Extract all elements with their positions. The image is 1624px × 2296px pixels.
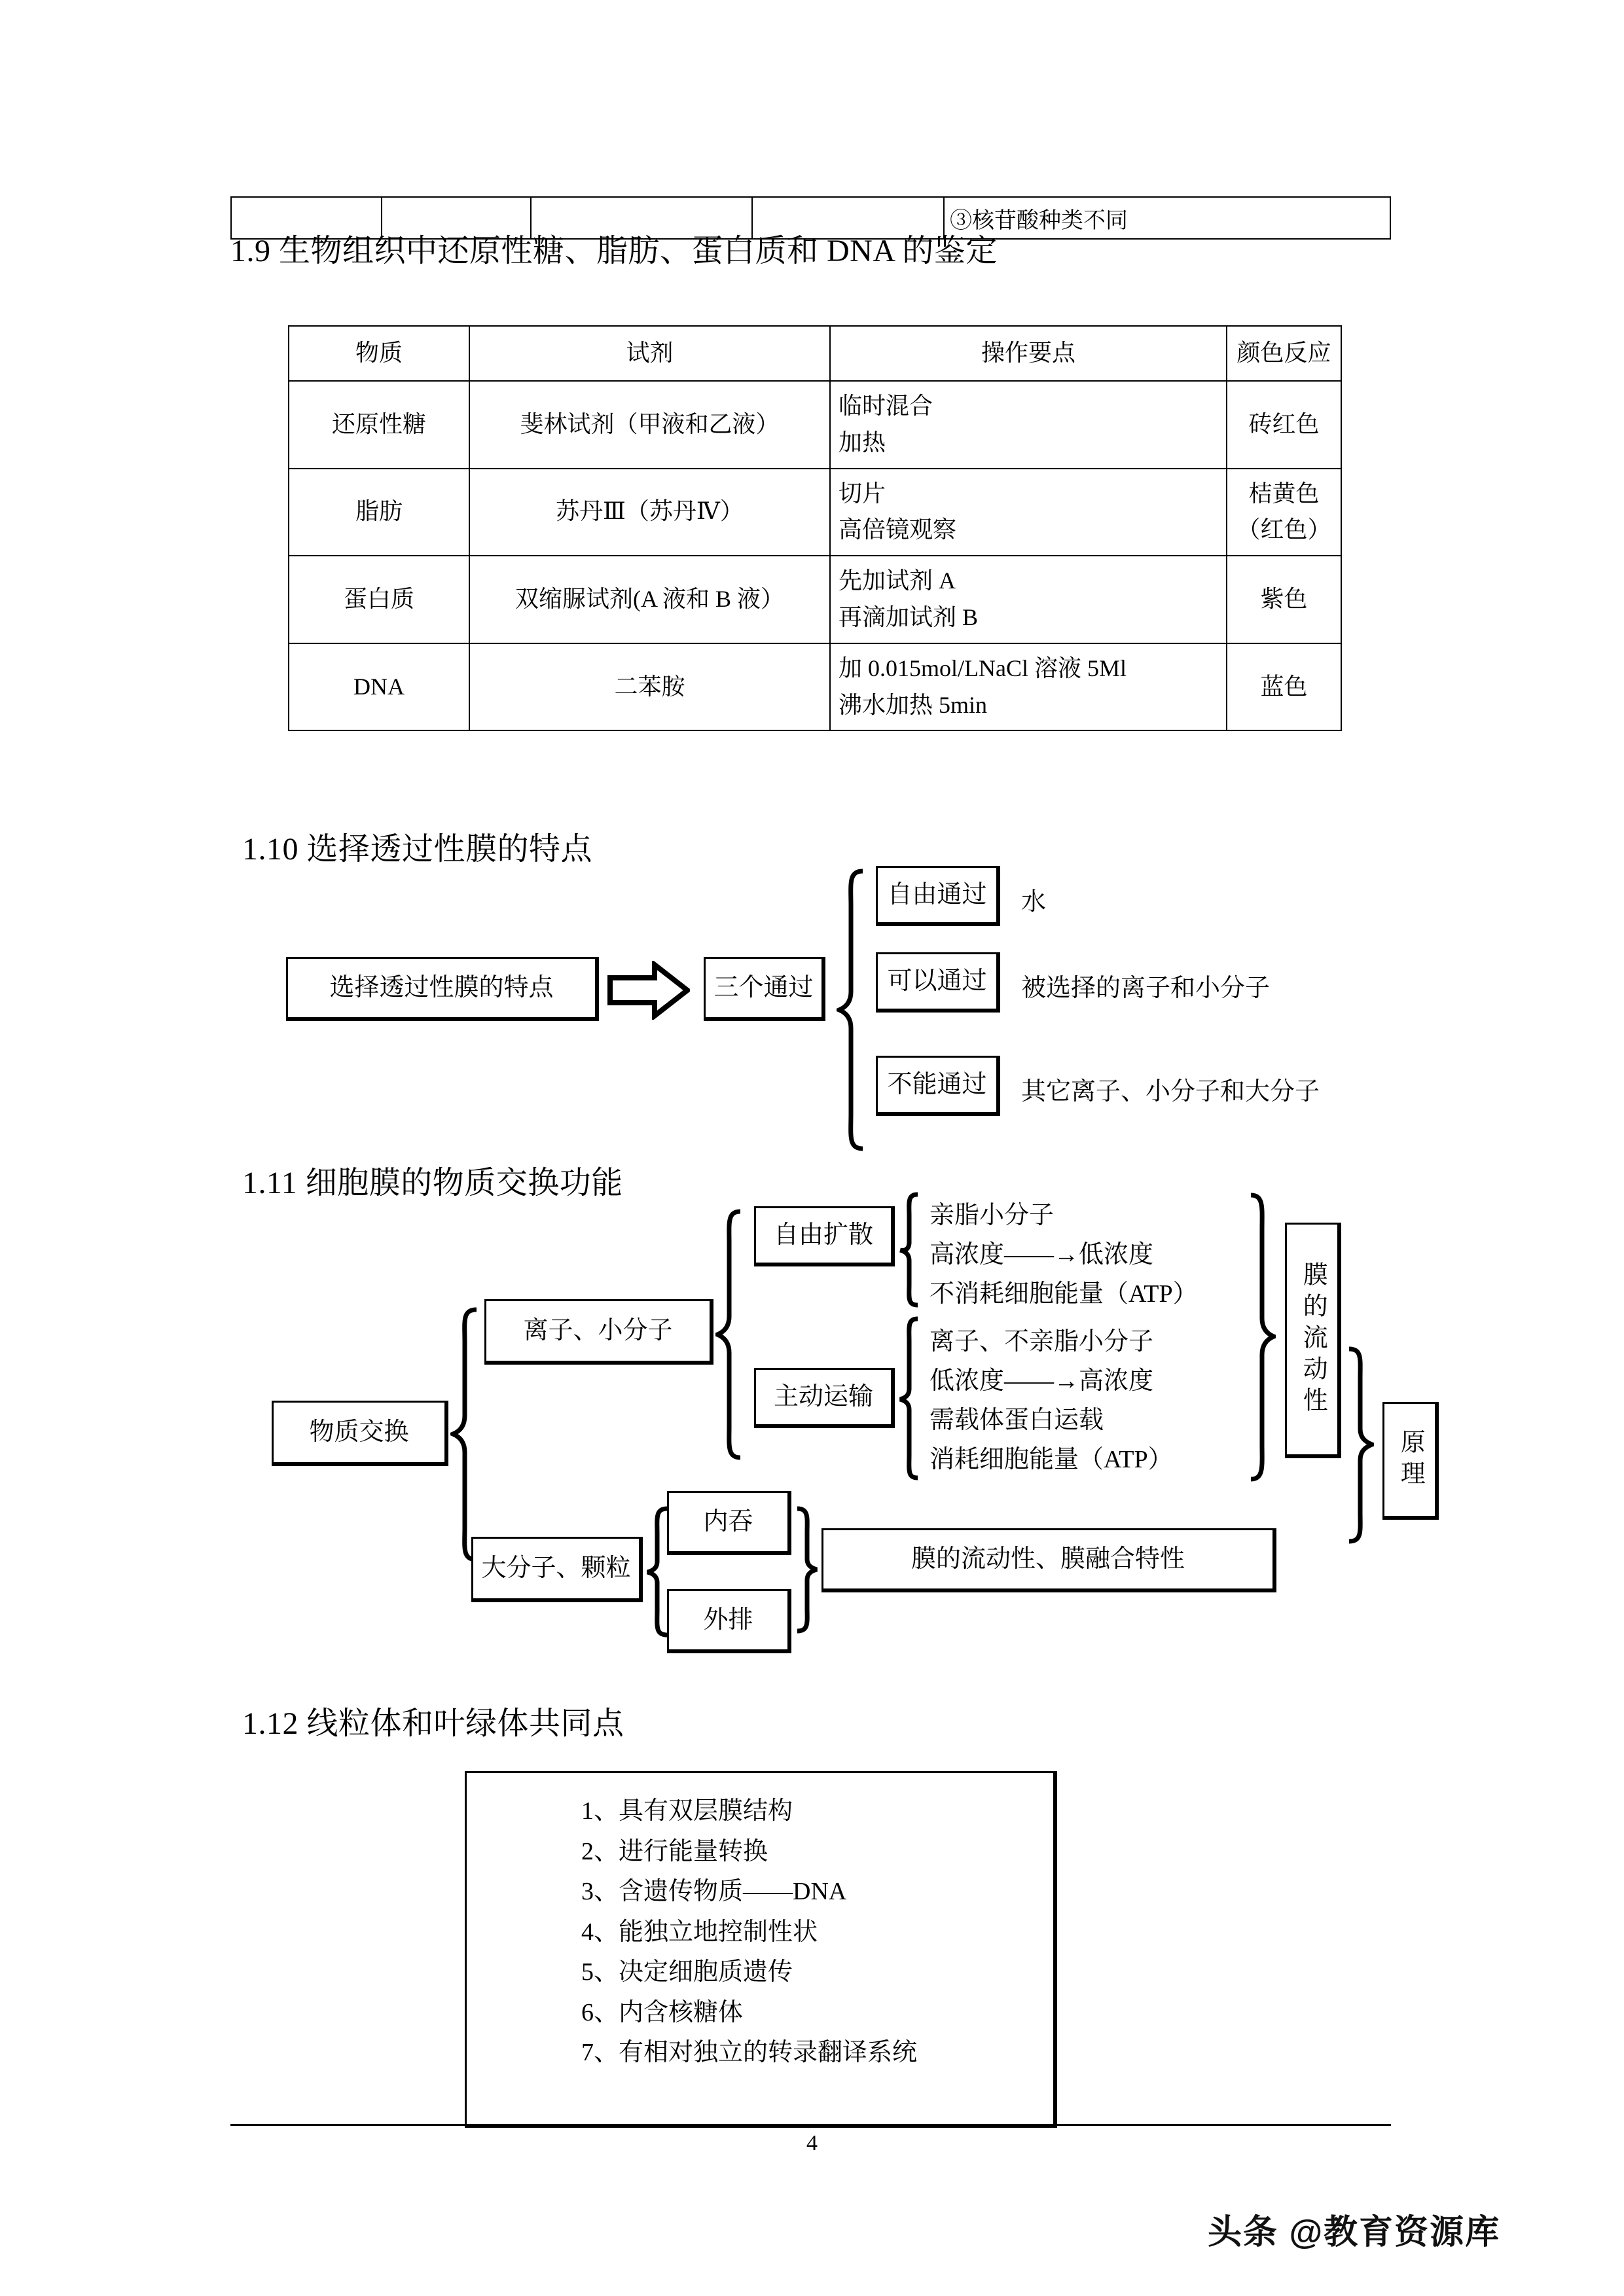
- active-transport-item-4: 消耗细胞能量（ATP）: [929, 1446, 1173, 1473]
- free-diffusion-item-1: 亲脂小分子: [929, 1202, 1055, 1229]
- step-line: 先加试剂 A: [839, 567, 956, 594]
- brace-to-membrane-fluidity: [1247, 1191, 1276, 1486]
- table-row: [289, 643, 1341, 731]
- node-selective-membrane-features: 选择透过性膜的特点: [286, 957, 599, 1021]
- cell-substance: 脂肪: [289, 469, 469, 556]
- cell-steps: [830, 643, 1227, 731]
- cell-color: 砖红色: [1227, 381, 1341, 469]
- node-three-passes: 三个通过: [704, 957, 825, 1021]
- list-item: 1、具有双层膜结构: [581, 1797, 793, 1825]
- step-line: 再滴加试剂 B: [839, 603, 979, 630]
- node-material-exchange: 物质交换: [272, 1401, 448, 1466]
- table-row: [289, 556, 1341, 643]
- step-line: 加热: [839, 429, 886, 456]
- list-item: 2、进行能量转换: [581, 1837, 768, 1865]
- step-line: 高倍镜观察: [839, 516, 957, 543]
- step-line: 沸水加热 5min: [839, 691, 988, 718]
- brace-to-principle: [1345, 1345, 1374, 1548]
- brace-to-fusion-property: [793, 1505, 820, 1636]
- heading-1-10: 1.10 选择透过性膜的特点: [242, 832, 593, 867]
- heading-1-12: 1.12 线粒体和叶绿体共同点: [242, 1706, 624, 1741]
- cell-steps: [830, 381, 1227, 469]
- cell-steps: [830, 556, 1227, 643]
- cell-reagent: 双缩脲试剂(A 液和 B 液）: [469, 556, 830, 643]
- page-number: 4: [806, 2131, 818, 2155]
- node-free-diffusion: 自由扩散: [754, 1206, 895, 1266]
- note-cannot-pass: 其它离子、小分子和大分子: [1021, 1078, 1320, 1105]
- cell-reagent: 苏丹Ⅲ（苏丹Ⅳ）: [469, 469, 830, 556]
- node-membrane-fluidity: 膜的流动性: [1285, 1223, 1341, 1458]
- cell-color: 紫色: [1227, 556, 1341, 643]
- free-diffusion-item-2: 高浓度——→低浓度: [929, 1241, 1154, 1268]
- list-item: 5、决定细胞质遗传: [581, 1958, 793, 1986]
- cell-substance: DNA: [289, 643, 469, 731]
- list-item: 6、内含核糖体: [581, 1998, 744, 2026]
- active-transport-item-2: 低浓度——→高浓度: [929, 1367, 1154, 1395]
- cell-reagent: 二苯胺: [469, 643, 830, 731]
- brace-three-passes: [837, 867, 867, 1155]
- watermark: 头条 @教育资源库: [1208, 2214, 1501, 2251]
- block-arrow-icon: [607, 961, 690, 1023]
- cell-substance: 蛋白质: [289, 556, 469, 643]
- note-free-pass: 水: [1021, 888, 1047, 916]
- table-row: [289, 469, 1341, 556]
- note-can-pass: 被选择的离子和小分子: [1021, 975, 1271, 1002]
- node-active-transport: 主动运输: [754, 1368, 895, 1428]
- brace-active-transport-items: [898, 1316, 922, 1482]
- brace-free-diffusion-items: [898, 1191, 922, 1309]
- active-transport-item-1: 离子、不亲脂小分子: [929, 1328, 1154, 1355]
- node-principle: 原理: [1382, 1402, 1439, 1520]
- cell-5: ③核苷酸种类不同: [944, 197, 1390, 239]
- common-points-list: [467, 1773, 1053, 2073]
- identification-table: [288, 325, 1342, 731]
- node-endocytosis: 内吞: [667, 1491, 791, 1555]
- footer-divider: [230, 2124, 1391, 2126]
- step-line: 切片: [839, 480, 886, 507]
- list-item: 4、能独立地控制性状: [581, 1918, 818, 1946]
- node-exocytosis: 外排: [667, 1589, 791, 1653]
- cell-color: 桔黄色（红色）: [1227, 469, 1341, 556]
- heading-1-11: 1.11 细胞膜的物质交换功能: [242, 1166, 623, 1200]
- brace-material-exchange: [450, 1306, 480, 1564]
- step-line: 临时混合: [839, 393, 933, 419]
- node-ions-small-molecules: 离子、小分子: [484, 1299, 713, 1365]
- node-free-pass: 自由通过: [876, 866, 1000, 926]
- brace-ion-transport-modes: [715, 1208, 744, 1463]
- col-steps: 操作要点: [830, 326, 1227, 381]
- node-fusion-property: 膜的流动性、膜融合特性: [821, 1528, 1276, 1592]
- node-large-molecules-particles: 大分子、颗粒: [471, 1537, 643, 1602]
- col-reagent: 试剂: [469, 326, 830, 381]
- free-diffusion-item-3: 不消耗细胞能量（ATP）: [929, 1280, 1198, 1308]
- heading-1-9: 1.9 生物组织中还原性糖、脂肪、蛋白质和 DNA 的鉴定: [230, 234, 998, 268]
- cell-steps: [830, 469, 1227, 556]
- col-color: 颜色反应: [1227, 326, 1341, 381]
- list-item: 7、有相对独立的转录翻译系统: [581, 2039, 918, 2067]
- node-cannot-pass: 不能通过: [876, 1056, 1000, 1116]
- table-header-row: [289, 326, 1341, 381]
- step-line: 加 0.015mol/LNaCl 溶液 5Ml: [839, 655, 1127, 681]
- common-points-box: [465, 1771, 1057, 2128]
- col-substance: 物质: [289, 326, 469, 381]
- cell-substance: 还原性糖: [289, 381, 469, 469]
- active-transport-item-3: 需载体蛋白运载: [929, 1407, 1104, 1434]
- list-item: 3、含遗传物质——DNA: [581, 1878, 847, 1906]
- cell-color: 蓝色: [1227, 643, 1341, 731]
- table-row: [289, 381, 1341, 469]
- node-can-pass: 可以通过: [876, 952, 1000, 1013]
- cell-reagent: 斐林试剂（甲液和乙液）: [469, 381, 830, 469]
